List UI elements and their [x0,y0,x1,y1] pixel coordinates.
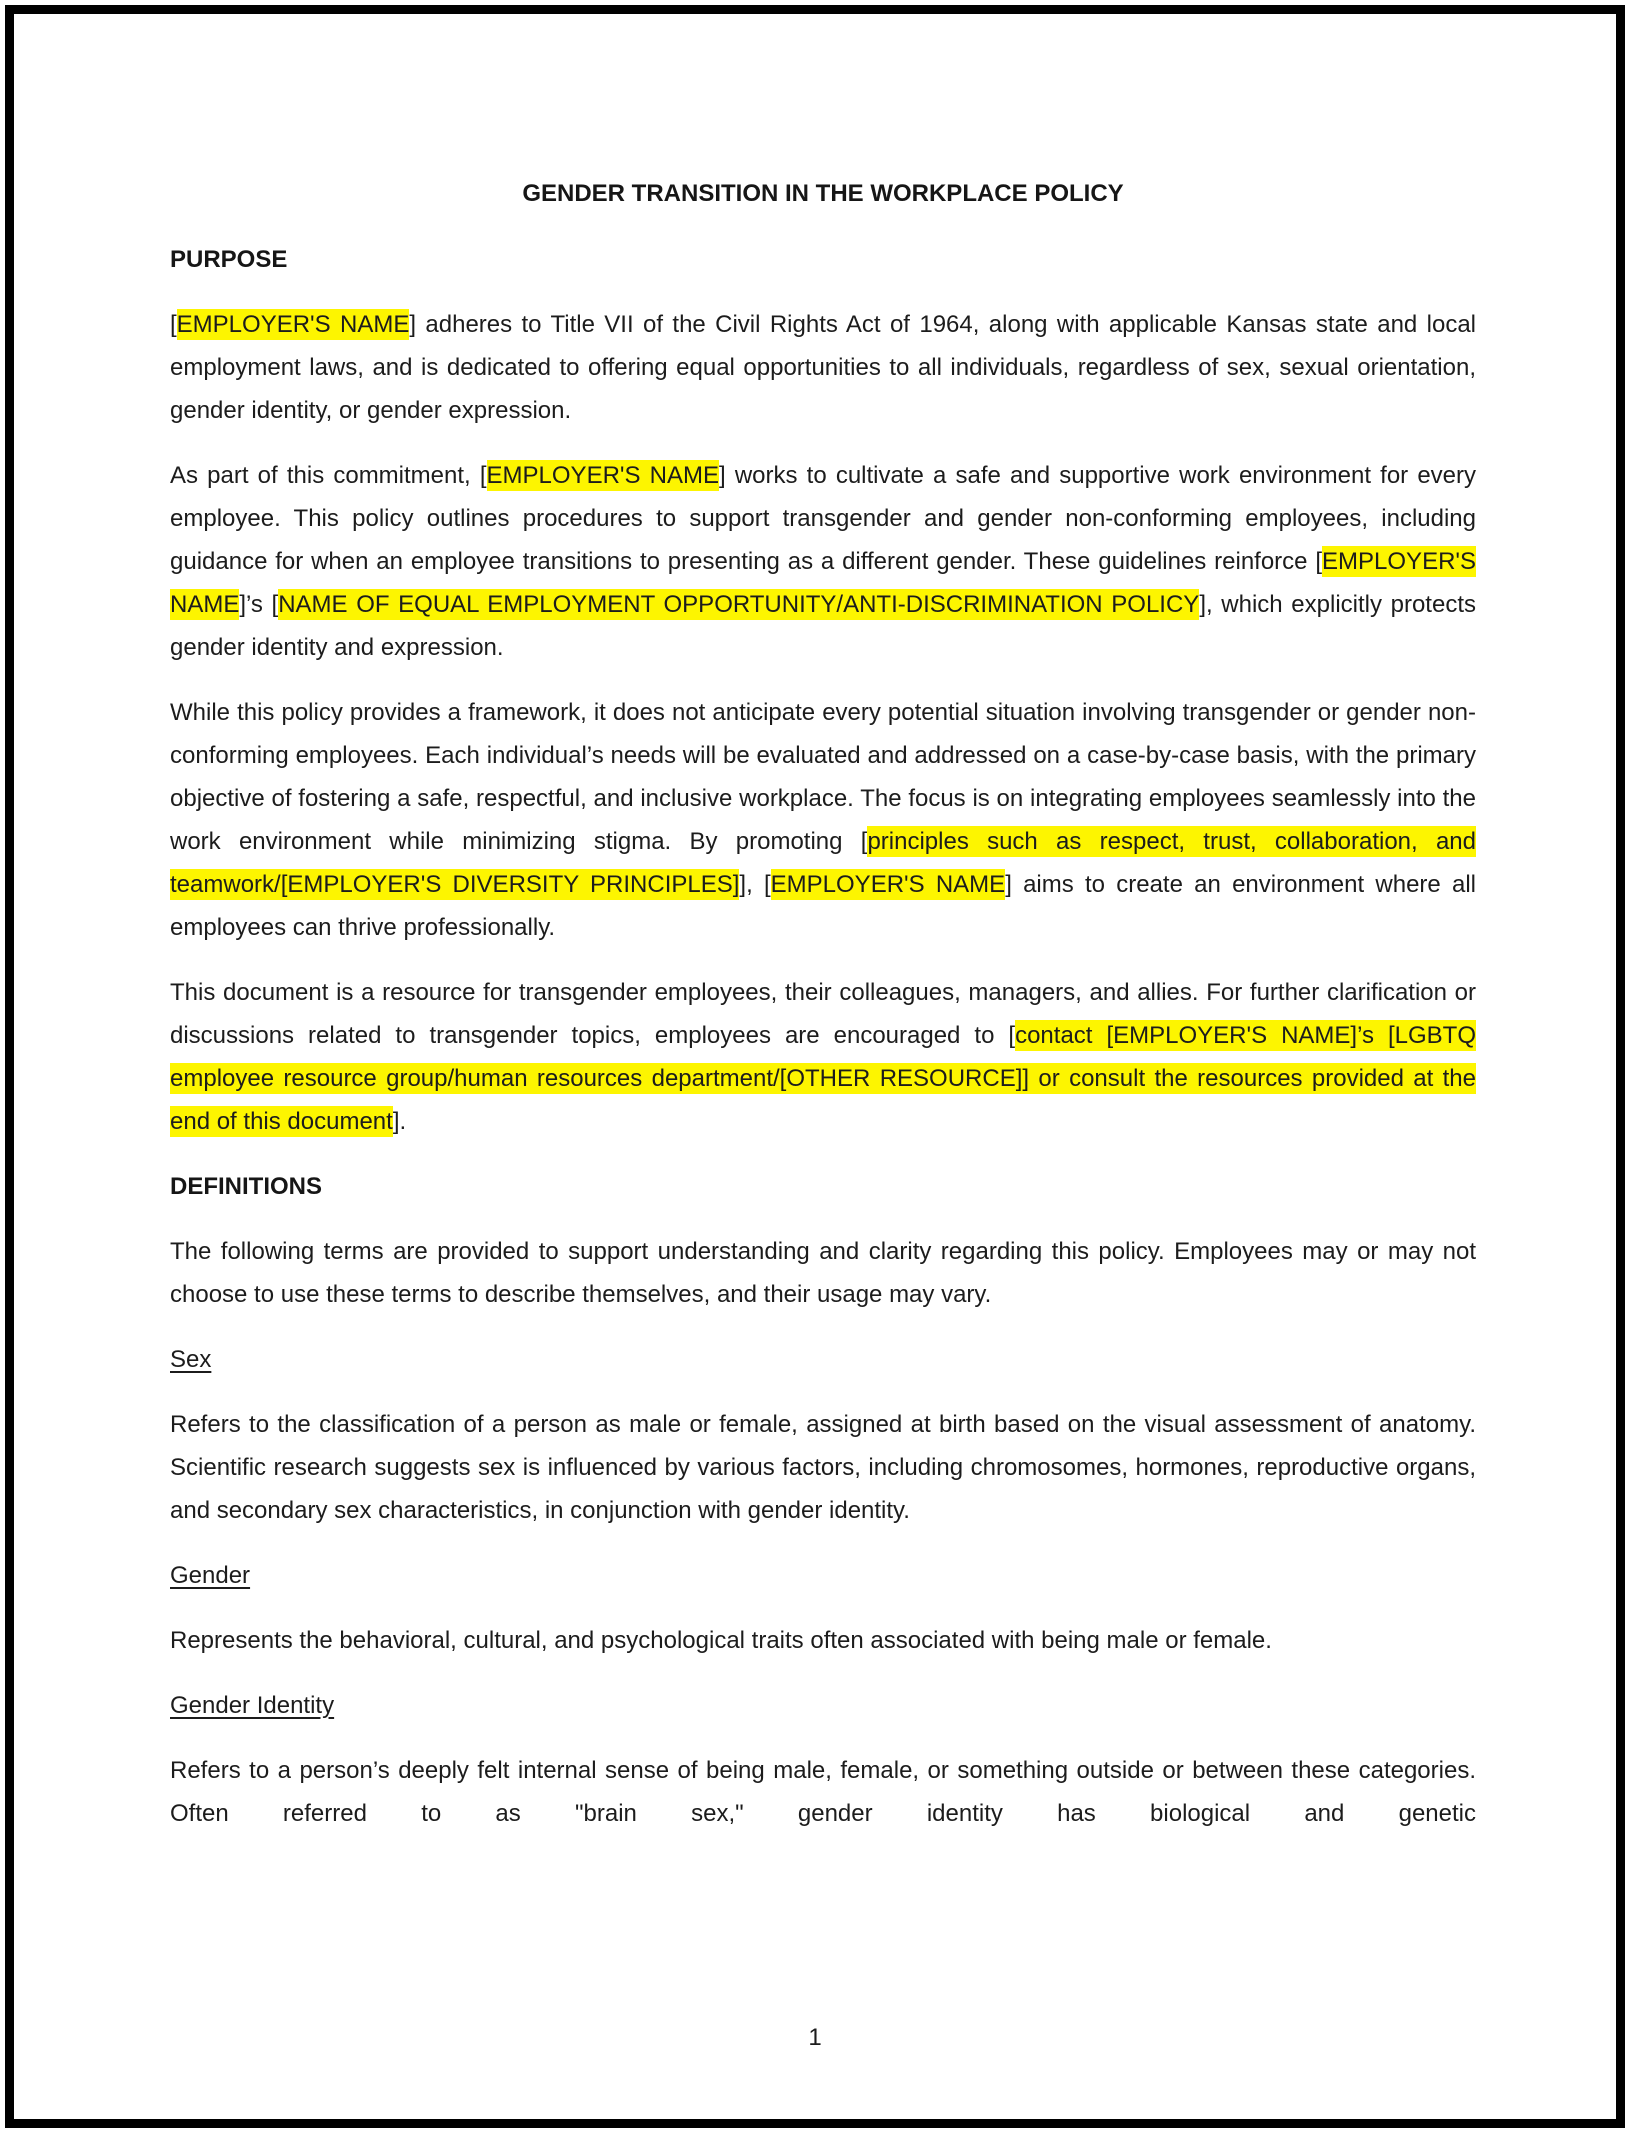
document-page [14,14,1616,2119]
highlighted-placeholder: EMPLOYER'S NAME [486,462,719,489]
text-run: The following terms are provided to support understanding and clarity regarding this policy. Employees may or may not choose to use these terms to describe themselves, and their usage may vary. [170,1238,1476,1308]
text-run: ], which explicitly protects gender identity and expression. [170,591,1476,661]
paragraph [170,1619,1476,1662]
term-subheading: Gender Identity [170,1692,335,1719]
highlighted-placeholder: NAME OF EQUAL EMPLOYMENT OPPORTUNITY/ANTI-DISCRIMINATION POLICY [278,591,1200,618]
section-heading: PURPOSE [170,246,288,273]
paragraph [170,971,1476,1143]
document-title: GENDER TRANSITION IN THE WORKPLACE POLICY [522,180,1124,207]
paragraph [170,1749,1476,1835]
text-run: While this policy provides a framework, it does not anticipate every potential situation involving transgender or gender non-conforming employees. Each individual’s needs will be evaluated and addressed on a case-by-case basis, with the primary objective of fostering a safe, respectful, and inclusive workplace. The focus is on integrating employees seamlessly into the work environment while minimizing stigma. By promoting [ [170,699,1476,855]
section-heading: DEFINITIONS [170,1173,323,1200]
highlighted-placeholder: contact [EMPLOYER'S NAME]’s [LGBTQ employee resource group/human resources department/[OTHER RESOURCE]] or consult the resources provided at the end of this document [170,1022,1476,1135]
highlighted-placeholder: EMPLOYER'S NAME [170,548,1476,618]
paragraph [170,454,1476,669]
text-run: ], [ [739,871,771,898]
highlighted-placeholder: EMPLOYER'S NAME [770,871,1006,898]
text-run: ] adheres to Title VII of the Civil Rights Act of 1964, along with applicable Kansas state and local employment laws, and is dedicated to offering equal opportunities to all individuals, regardless of sex, sexual orientation, gender identity, or gender expression. [170,311,1477,424]
term-subheading: Sex [170,1346,212,1373]
term-subheading: Gender [170,1562,251,1589]
paragraph [170,1230,1476,1316]
text-run: ]. [392,1108,407,1135]
page-number: 1 [808,2024,822,2051]
paragraph [170,1403,1476,1532]
text-run: ] works to cultivate a safe and supportive work environment for every employee. This policy outlines procedures to support transgender and gender non-conforming employees, including guidance for when an employee transitions to presenting as a different gender. These guidelines reinforce [ [170,462,1477,575]
text-run: Refers to the classification of a person as male or female, assigned at birth based on the visual assessment of anatomy. Scientific research suggests sex is influenced by various factors, including chromosomes, hormones, reproductive organs, and secondary sex characteristics, in conjunction with gender identity. [170,1411,1476,1524]
text-run: [ [170,311,177,338]
paragraph [170,691,1476,949]
text-run: This document is a resource for transgender employees, their colleagues, managers, and allies. For further clarification or discussions related to transgender topics, employees are encouraged to [ [170,979,1476,1049]
document-body [170,238,1476,1835]
text-run: Represents the behavioral, cultural, and psychological traits often associated with being male or female. [170,1627,1272,1654]
highlighted-placeholder: principles such as respect, trust, collaboration, and teamwork/[EMPLOYER'S DIVERSITY PRINCIPLES] [170,828,1476,898]
text-run: Refers to a person’s deeply felt internal sense of being male, female, or something outside or between these categories. Often referred to as "brain sex," gender identity has biological and genetic [170,1757,1476,1827]
text-run: ] aims to create an environment where all employees can thrive professionally. [170,871,1476,941]
text-run: As part of this commitment, [ [170,462,487,489]
text-run: ]’s [ [239,591,279,618]
paragraph [170,303,1476,432]
highlighted-placeholder: EMPLOYER'S NAME [176,311,410,338]
